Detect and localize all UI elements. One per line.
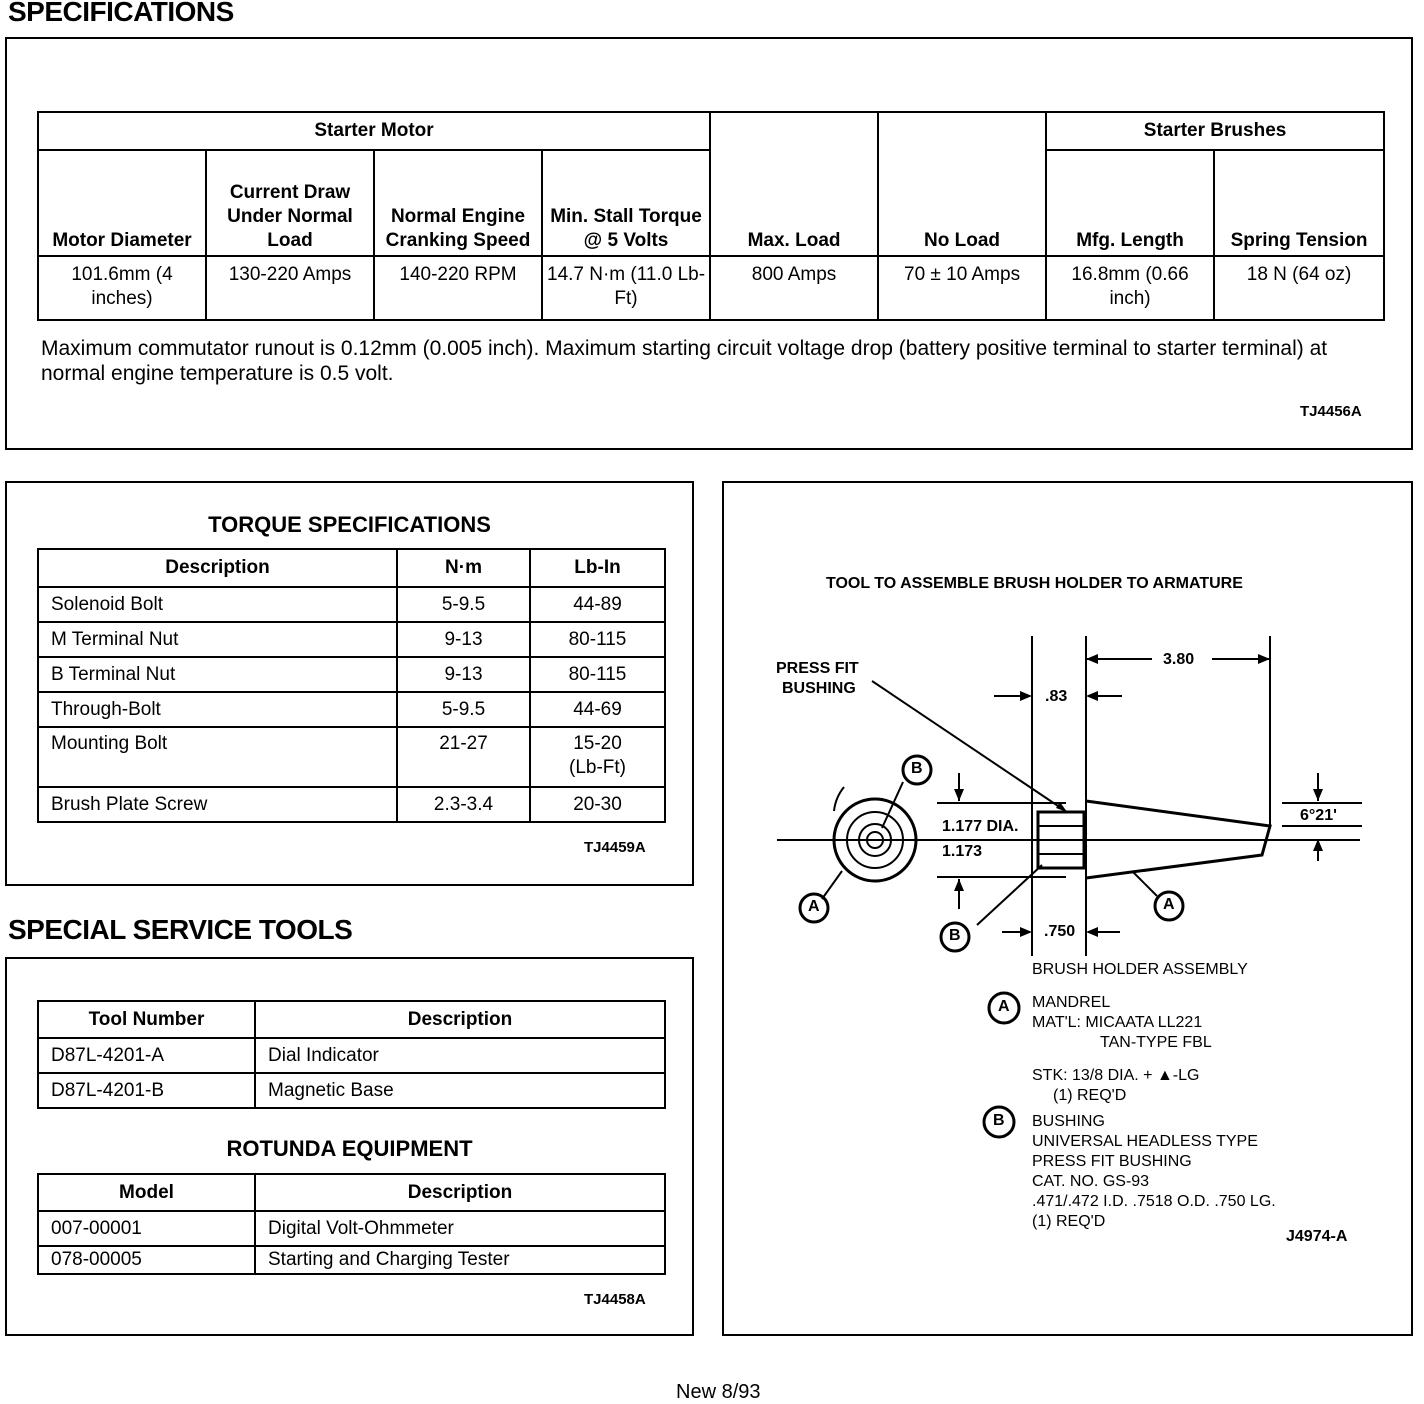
table-cell: Through-Bolt bbox=[38, 692, 397, 727]
table-cell: Solenoid Bolt bbox=[38, 587, 397, 622]
legend-b: B bbox=[993, 1112, 1005, 1129]
table-row bbox=[38, 657, 665, 692]
col-header: Tool Number bbox=[38, 1001, 255, 1038]
tools-ref-code: TJ4458A bbox=[584, 1291, 646, 1308]
table-cell: Brush Plate Screw bbox=[38, 787, 397, 822]
bushing-label: BUSHING bbox=[782, 680, 856, 697]
col-header: Mfg. Length bbox=[1046, 150, 1214, 256]
group-starter-motor: Starter Motor bbox=[38, 112, 710, 150]
press-fit-label: PRESS FIT bbox=[776, 660, 859, 677]
table-cell: Magnetic Base bbox=[255, 1073, 665, 1108]
table-cell: 9-13 bbox=[397, 622, 530, 657]
table-row bbox=[38, 622, 665, 657]
table-row bbox=[38, 787, 665, 822]
col-header: N·m bbox=[397, 549, 530, 587]
dim-380: 3.80 bbox=[1163, 651, 1195, 668]
table-cell: 20-30 bbox=[530, 787, 665, 822]
diagram-title: TOOL TO ASSEMBLE BRUSH HOLDER TO ARMATURE bbox=[826, 575, 1243, 592]
table-row bbox=[38, 1246, 665, 1274]
table-cell: D87L-4201-B bbox=[38, 1073, 255, 1108]
table-cell: 18 N (64 oz) bbox=[1214, 256, 1384, 320]
legend-b-line: .471/.472 I.D. .7518 O.D. .750 LG. bbox=[1032, 1193, 1276, 1210]
table-cell: 2.3-3.4 bbox=[397, 787, 530, 822]
dim-dia-2: 1.173 bbox=[942, 843, 983, 860]
table-row bbox=[38, 1073, 665, 1108]
table-cell: D87L-4201-A bbox=[38, 1038, 255, 1073]
col-header: Description bbox=[38, 549, 397, 587]
col-header: Model bbox=[38, 1174, 255, 1211]
legend-b-line: UNIVERSAL HEADLESS TYPE bbox=[1032, 1133, 1258, 1150]
starter-specs-table bbox=[37, 111, 1385, 321]
table-cell: 9-13 bbox=[397, 657, 530, 692]
rotunda-table bbox=[37, 1173, 666, 1275]
col-header: Min. Stall Torque @ 5 Volts bbox=[542, 150, 710, 256]
callout-b: B bbox=[911, 760, 923, 777]
diagram-ref-code: J4974-A bbox=[1286, 1228, 1348, 1245]
rotunda-title: ROTUNDA EQUIPMENT bbox=[226, 1136, 473, 1161]
table-cell: 16.8mm (0.66 inch) bbox=[1046, 256, 1214, 320]
callout-a: A bbox=[1163, 896, 1175, 913]
legend-a-line: TAN-TYPE FBL bbox=[1100, 1034, 1212, 1051]
table-cell: 80-115 bbox=[530, 657, 665, 692]
special-tools-heading: SPECIAL SERVICE TOOLS bbox=[8, 914, 353, 945]
specifications-note: Maximum commutator runout is 0.12mm (0.005 inch). Maximum starting circuit voltage drop (battery positive terminal to starter terminal) at normal engine temperature is 0.5 volt. bbox=[41, 337, 1328, 385]
table-cell: Mounting Bolt bbox=[38, 727, 397, 787]
callout-b: B bbox=[949, 927, 961, 944]
dim-angle: 6°21' bbox=[1300, 807, 1337, 824]
special-tools-table bbox=[37, 1000, 666, 1109]
legend-b-line: CAT. NO. GS-93 bbox=[1032, 1173, 1150, 1190]
table-cell: 44-69 bbox=[530, 692, 665, 727]
col-header: Max. Load bbox=[710, 112, 878, 256]
table-row bbox=[38, 256, 1384, 320]
table-row bbox=[38, 1211, 665, 1246]
table-row bbox=[38, 1038, 665, 1073]
legend-a: A bbox=[998, 998, 1010, 1015]
table-cell: 5-9.5 bbox=[397, 692, 530, 727]
table-cell: 21-27 bbox=[397, 727, 530, 787]
table-cell: Digital Volt-Ohmmeter bbox=[255, 1211, 665, 1246]
col-header: Description bbox=[255, 1174, 665, 1211]
table-cell: 800 Amps bbox=[710, 256, 878, 320]
table-cell: 130-220 Amps bbox=[206, 256, 374, 320]
legend-a-line: STK: 13/8 DIA. + ▲-LG bbox=[1032, 1067, 1200, 1084]
dim-750: .750 bbox=[1044, 923, 1076, 940]
table-cell: Dial Indicator bbox=[255, 1038, 665, 1073]
table-row bbox=[38, 587, 665, 622]
legend-a-line: (1) REQ'D bbox=[1053, 1087, 1127, 1104]
table-cell: 70 ± 10 Amps bbox=[878, 256, 1046, 320]
col-header: Spring Tension bbox=[1214, 150, 1384, 256]
table-cell: 14.7 N·m (11.0 Lb-Ft) bbox=[542, 256, 710, 320]
dim-83: .83 bbox=[1045, 688, 1068, 705]
col-header: Lb-In bbox=[530, 549, 665, 587]
callout-a: A bbox=[808, 898, 820, 915]
torque-title: TORQUE SPECIFICATIONS bbox=[208, 512, 491, 537]
table-cell: 078-00005 bbox=[38, 1246, 255, 1274]
table-cell: B Terminal Nut bbox=[38, 657, 397, 692]
spec-ref-code: TJ4456A bbox=[1300, 403, 1362, 420]
table-cell: M Terminal Nut bbox=[38, 622, 397, 657]
col-header: Description bbox=[255, 1001, 665, 1038]
table-cell: 80-115 bbox=[530, 622, 665, 657]
table-cell: 44-89 bbox=[530, 587, 665, 622]
legend-b-line: BUSHING bbox=[1032, 1113, 1105, 1130]
table-row bbox=[38, 727, 665, 787]
group-starter-brushes: Starter Brushes bbox=[1046, 112, 1384, 150]
specifications-heading: SPECIFICATIONS bbox=[8, 0, 234, 27]
table-cell: 15-20 (Lb-Ft) bbox=[530, 727, 665, 787]
legend-a-line: MANDREL bbox=[1032, 994, 1111, 1011]
table-row bbox=[38, 692, 665, 727]
col-header: No Load bbox=[878, 112, 1046, 256]
col-header: Current Draw Under Normal Load bbox=[206, 150, 374, 256]
torque-ref-code: TJ4459A bbox=[584, 839, 646, 856]
table-cell: 140-220 RPM bbox=[374, 256, 542, 320]
table-cell: 007-00001 bbox=[38, 1211, 255, 1246]
legend-b-line: PRESS FIT BUSHING bbox=[1032, 1153, 1192, 1170]
col-header: Motor Diameter bbox=[38, 150, 206, 256]
table-cell: Starting and Charging Tester bbox=[255, 1246, 665, 1274]
legend-b-line: (1) REQ'D bbox=[1032, 1213, 1106, 1230]
assembly-title: BRUSH HOLDER ASSEMBLY bbox=[1032, 961, 1248, 978]
table-cell: 5-9.5 bbox=[397, 587, 530, 622]
table-cell: 101.6mm (4 inches) bbox=[38, 256, 206, 320]
dim-dia-1: 1.177 DIA. bbox=[942, 818, 1019, 835]
torque-table bbox=[37, 548, 666, 823]
legend-a-line: MAT'L: MICAATA LL221 bbox=[1032, 1014, 1203, 1031]
col-header: Normal Engine Cranking Speed bbox=[374, 150, 542, 256]
page-footer: New 8/93 bbox=[676, 1381, 761, 1403]
